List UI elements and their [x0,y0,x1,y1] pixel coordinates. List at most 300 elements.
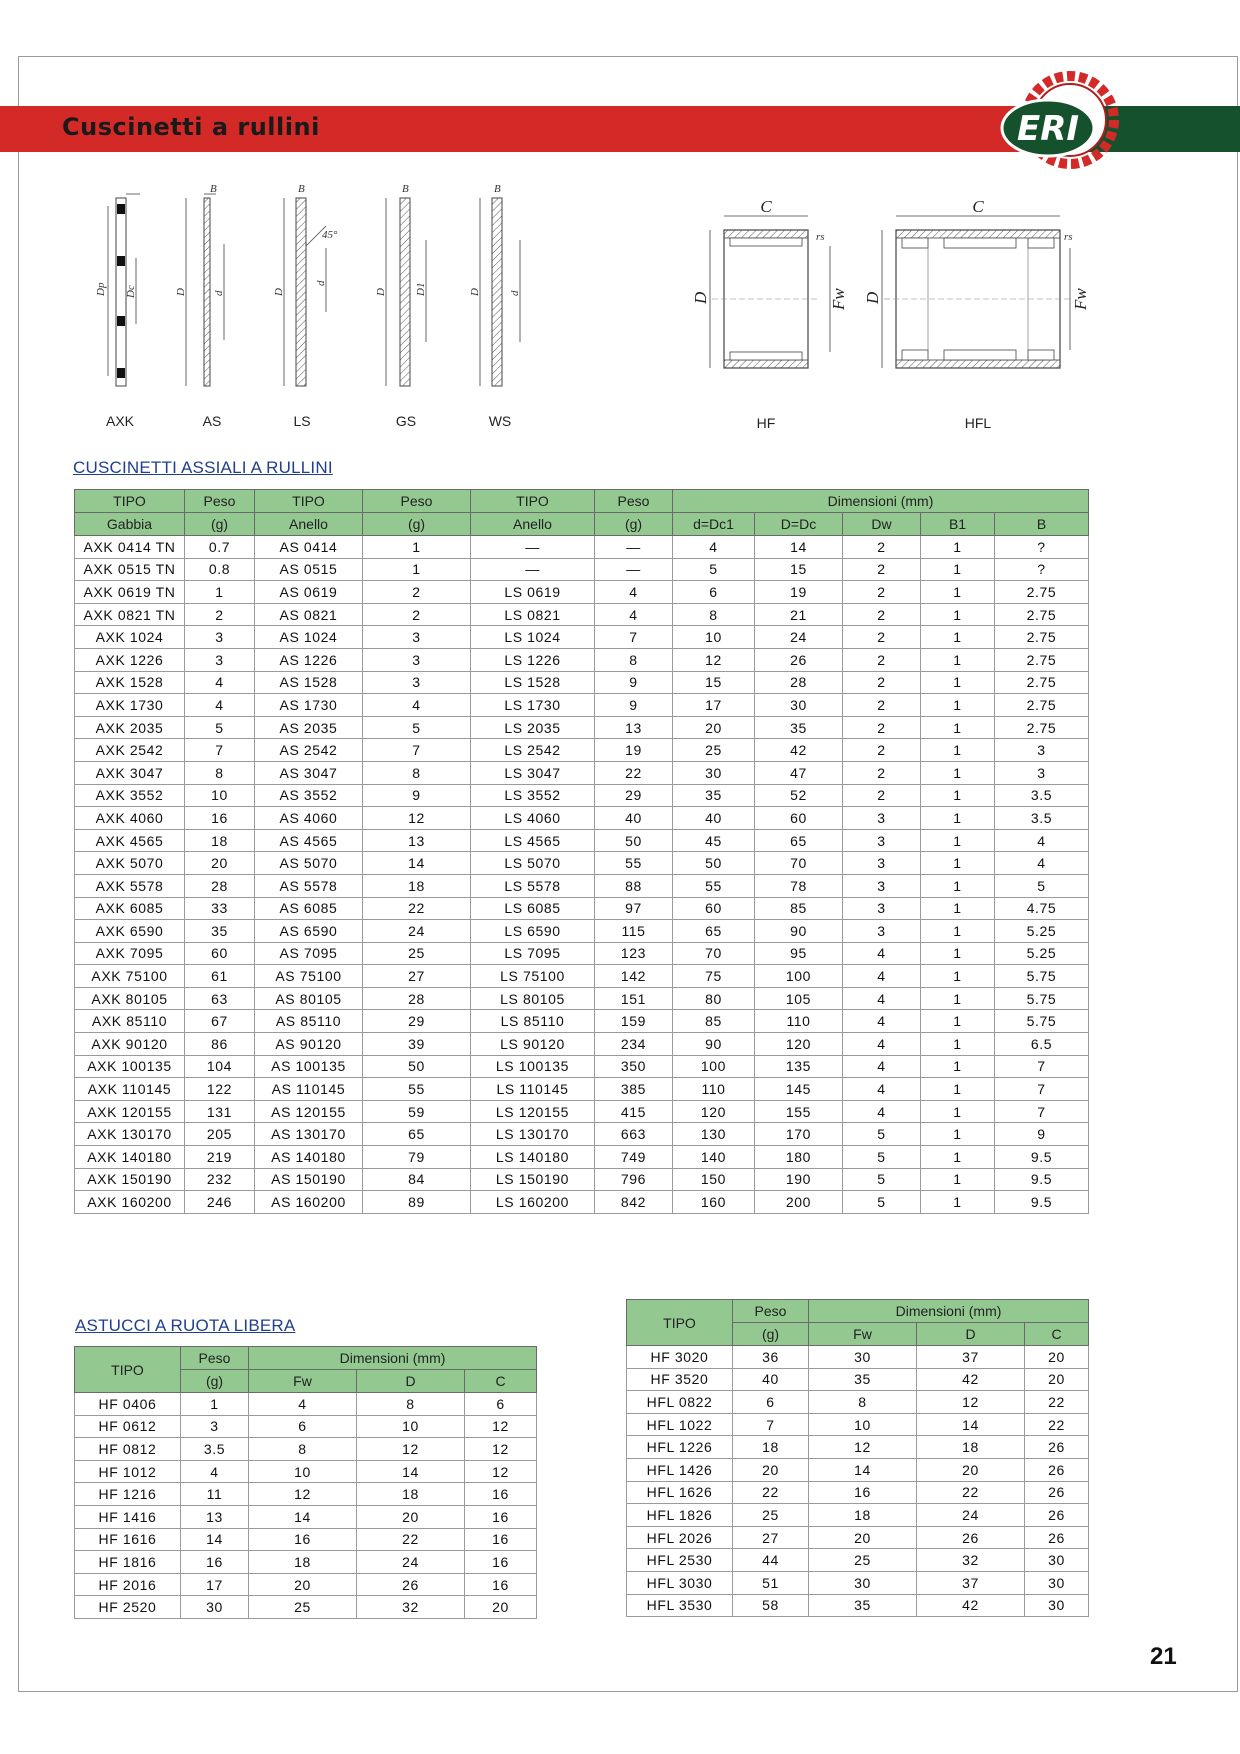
table-cell: AS 1730 [255,694,363,717]
table-cell: 30 [809,1571,917,1594]
table1-header-bottom [75,513,1089,536]
table-cell: LS 5578 [471,874,595,897]
table-cell: 3 [363,671,471,694]
table-cell: 20 [1025,1368,1089,1391]
table-cell: 12 [249,1483,357,1506]
table-cell: HFL 1626 [627,1481,733,1504]
bearing-diagrams [95,183,1110,436]
table-cell: 3 [995,761,1089,784]
table-cell: 14 [181,1528,249,1551]
table-cell: 89 [363,1191,471,1214]
table1-header-cell: Anello [255,513,363,536]
table-cell: AS 4565 [255,829,363,852]
table-row [75,581,1089,604]
table-cell: AXK 0414 TN [75,536,185,559]
table-cell: 1 [181,1393,249,1416]
table-cell: 2 [843,536,921,559]
table-cell: 32 [917,1549,1025,1572]
table-cell: 14 [809,1458,917,1481]
table-cell: 26 [1025,1526,1089,1549]
table-row [75,897,1089,920]
table-cell: AXK 130170 [75,1123,185,1146]
table-row [75,536,1089,559]
table-cell: AS 6590 [255,920,363,943]
table-cell: 1 [921,626,995,649]
table-cell: 8 [673,603,755,626]
table-cell: 6.5 [995,1033,1089,1056]
table-cell: 8 [185,761,255,784]
table-cell: 7 [995,1055,1089,1078]
table-cell: 45 [673,829,755,852]
table-cell: 122 [185,1078,255,1101]
table-cell: 4 [995,829,1089,852]
table2-header-cell: C [465,1370,537,1393]
table-cell: 663 [595,1123,673,1146]
table-cell: 2 [843,648,921,671]
gs-dim-d1: D1 [415,282,427,296]
table-row [627,1368,1089,1391]
table-cell: AS 5070 [255,852,363,875]
table-cell: 4 [995,852,1089,875]
table-cell: 7 [995,1100,1089,1123]
table-row [75,626,1089,649]
table-cell: 385 [595,1078,673,1101]
table-cell: AXK 6590 [75,920,185,943]
table-cell: LS 1730 [471,694,595,717]
table-cell: AS 90120 [255,1033,363,1056]
table-cell: 2 [843,581,921,604]
table-cell: 20 [1025,1346,1089,1369]
table1-header-cell: TIPO [75,490,185,513]
table-cell: 12 [465,1438,537,1461]
table-cell: 12 [917,1391,1025,1414]
table-cell: 16 [465,1573,537,1596]
table-cell: 24 [917,1504,1025,1527]
table-cell: 4 [363,694,471,717]
table-cell: AS 1024 [255,626,363,649]
table-cell: 1 [921,603,995,626]
table-cell: AS 80105 [255,987,363,1010]
table-cell: AS 3047 [255,761,363,784]
table-cell: AXK 2542 [75,739,185,762]
table-cell: 16 [465,1483,537,1506]
hf-dim-c: C [760,197,772,216]
table-cell: 2.75 [995,603,1089,626]
table-cell: 2 [363,581,471,604]
table-cell: LS 2035 [471,716,595,739]
table-cell: 18 [249,1551,357,1574]
table-cell: 2.75 [995,694,1089,717]
axk-dim-dc: Dc [125,285,137,298]
table-cell: 28 [185,874,255,897]
table-cell: 2 [843,671,921,694]
table-cell: 20 [917,1458,1025,1481]
table-cell: HF 3020 [627,1346,733,1369]
page-number: 21 [1150,1643,1177,1670]
table-cell: 232 [185,1168,255,1191]
table-row [75,1393,537,1416]
table-cell: 14 [357,1460,465,1483]
table-cell: 58 [733,1594,809,1617]
table-cell: LS 3047 [471,761,595,784]
table-cell: 1 [921,671,995,694]
table-cell: 4 [249,1393,357,1416]
table-cell: 9.5 [995,1191,1089,1214]
table-cell: 1 [921,1123,995,1146]
table-cell: 100 [755,965,843,988]
table-cell: 5 [843,1168,921,1191]
table-cell: 22 [1025,1391,1089,1414]
table-cell: 4 [843,942,921,965]
table-cell: 26 [917,1526,1025,1549]
table-cell: 4 [673,536,755,559]
table-cell: AXK 4060 [75,807,185,830]
table-cell: 12 [357,1438,465,1461]
table-row [75,1438,537,1461]
table2-header-cell: D [357,1370,465,1393]
table3-header-tipo: TIPO [627,1300,733,1346]
table-cell: 5 [843,1191,921,1214]
table1-header-cell: (g) [595,513,673,536]
table3-header-cell: C [1025,1323,1089,1346]
table-cell: 7 [995,1078,1089,1101]
table-cell: 25 [733,1504,809,1527]
table-cell: 42 [755,739,843,762]
table-cell: 0.8 [185,558,255,581]
table-cell: 16 [249,1528,357,1551]
table-cell: 3 [843,897,921,920]
table-cell: 22 [1025,1413,1089,1436]
table-cell: 15 [755,558,843,581]
table-cell: AXK 4565 [75,829,185,852]
table-cell: 7 [363,739,471,762]
table-cell: 123 [595,942,673,965]
table-cell: 246 [185,1191,255,1214]
ws-label: WS [488,413,512,429]
table-cell: AS 75100 [255,965,363,988]
table-cell: 29 [595,784,673,807]
table-cell: AXK 100135 [75,1055,185,1078]
table-cell: 2.75 [995,626,1089,649]
table-cell: AXK 150190 [75,1168,185,1191]
table-cell: — [595,536,673,559]
table-cell: 27 [733,1526,809,1549]
table-cell: 47 [755,761,843,784]
table2-header-dimensions: Dimensioni (mm) [249,1347,537,1370]
table-cell: 1 [921,1100,995,1123]
table-cell: LS 0821 [471,603,595,626]
table-cell: 2 [843,761,921,784]
table-cell: 97 [595,897,673,920]
table-cell: 78 [755,874,843,897]
table-cell: LS 140180 [471,1146,595,1169]
table-cell: AS 2542 [255,739,363,762]
table-cell: AXK 3552 [75,784,185,807]
table-row [75,1100,1089,1123]
table-cell: 65 [755,829,843,852]
table-cell: HFL 1226 [627,1436,733,1459]
table2-header-cell: Peso [181,1347,249,1370]
table-cell: 7 [185,739,255,762]
table-cell: HF 1416 [75,1505,181,1528]
table-cell: 1 [921,1191,995,1214]
table-cell: 1 [921,852,995,875]
ls-dim-d: D [273,288,285,296]
table-cell: 1 [921,761,995,784]
table-cell: 1 [921,897,995,920]
table-cell: AS 5578 [255,874,363,897]
table-row [75,1146,1089,1169]
table2-title: ASTUCCI A RUOTA LIBERA [75,1316,296,1335]
table-cell: 4 [595,581,673,604]
table-cell: — [595,558,673,581]
table-cell: 28 [363,987,471,1010]
table-cell: 1 [921,784,995,807]
ws-drawing [469,183,521,429]
table-cell: 1 [363,536,471,559]
ws-dim-d1: d [509,290,521,296]
table-cell: 2 [185,603,255,626]
table-cell: 7 [733,1413,809,1436]
table-row [75,671,1089,694]
table-cell: AXK 110145 [75,1078,185,1101]
table-cell: 50 [673,852,755,875]
table-cell: 10 [673,626,755,649]
table-cell: 150 [673,1168,755,1191]
table-cell: 12 [809,1436,917,1459]
table-cell: 40 [733,1368,809,1391]
table-cell: 5 [673,558,755,581]
table-cell: LS 0619 [471,581,595,604]
table-row [627,1346,1089,1369]
table-row [75,603,1089,626]
table-cell: 40 [673,807,755,830]
table-cell: 35 [185,920,255,943]
table-cell: 1 [921,1078,995,1101]
table1-header-dimensions: Dimensioni (mm) [673,490,1089,513]
table-cell: 86 [185,1033,255,1056]
table-cell: 25 [809,1549,917,1572]
table-cell: 3.5 [995,784,1089,807]
as-dim-d: D [175,288,187,296]
hf-dim-r: rs [816,231,825,243]
table-cell: 88 [595,874,673,897]
table-cell: AXK 90120 [75,1033,185,1056]
table-cell: AS 3552 [255,784,363,807]
table-row [627,1571,1089,1594]
table-cell: 95 [755,942,843,965]
table-cell: AXK 1226 [75,648,185,671]
table-cell: 35 [673,784,755,807]
table-cell: AS 1226 [255,648,363,671]
table-cell: 3 [181,1415,249,1438]
table-cell: AS 4060 [255,807,363,830]
table-cell: 142 [595,965,673,988]
table-cell: LS 5070 [471,852,595,875]
table-cell: 2 [843,694,921,717]
table-cell: 8 [809,1391,917,1414]
table-cell: 4 [181,1460,249,1483]
table-cell: 842 [595,1191,673,1214]
table-cell: 12 [465,1415,537,1438]
table1-header-cell: (g) [185,513,255,536]
table-cell: 30 [1025,1594,1089,1617]
table-cell: 5.25 [995,920,1089,943]
table-row [627,1436,1089,1459]
table-cell: 50 [595,829,673,852]
table-cell: 1 [363,558,471,581]
table-cell: 20 [185,852,255,875]
axk-label: AXK [105,413,135,429]
table-cell: 32 [357,1596,465,1619]
table-cell: LS 160200 [471,1191,595,1214]
table-cell: HFL 3030 [627,1571,733,1594]
table-cell: 7 [595,626,673,649]
table-cell: 55 [363,1078,471,1101]
table-cell: 3 [185,648,255,671]
table-row [627,1391,1089,1414]
table-cell: 2.75 [995,581,1089,604]
table-cell: 120 [673,1100,755,1123]
table-cell: 12 [465,1460,537,1483]
table-cell: LS 4060 [471,807,595,830]
table-cell: HFL 1022 [627,1413,733,1436]
ls-label: LS [293,413,311,429]
table-row [627,1504,1089,1527]
table-cell: 25 [249,1596,357,1619]
table-cell: 39 [363,1033,471,1056]
table-cell: 13 [595,716,673,739]
table-cell: 0.7 [185,536,255,559]
table-cell: 1 [921,536,995,559]
page-title: Cuscinetti a rullini [62,113,320,141]
table-cell: 60 [673,897,755,920]
table-cell: 4 [843,987,921,1010]
table-cell: 205 [185,1123,255,1146]
table-cell: 28 [755,671,843,694]
table1-header-cell: B [995,513,1089,536]
table-cell: 9.5 [995,1168,1089,1191]
table-cell: 1 [921,807,995,830]
table-row [75,648,1089,671]
table-cell: — [471,536,595,559]
table-cell: 12 [673,648,755,671]
table-cell: 9 [595,694,673,717]
table-cell: AXK 2035 [75,716,185,739]
table-cell: 3 [843,852,921,875]
table-cell: 42 [917,1368,1025,1391]
table-cell: 2 [363,603,471,626]
table-cell: 14 [755,536,843,559]
table1-title: CUSCINETTI ASSIALI A RULLINI [73,458,333,477]
table-cell: 30 [755,694,843,717]
table-cell: 30 [673,761,755,784]
table-cell: AXK 6085 [75,897,185,920]
table-row [75,965,1089,988]
freewheel-table-right [626,1299,1089,1617]
table-cell: 85 [673,1010,755,1033]
table-cell: 4 [843,1055,921,1078]
table-cell: 200 [755,1191,843,1214]
table-cell: 51 [733,1571,809,1594]
table-cell: AS 120155 [255,1100,363,1123]
table-cell: 6 [465,1393,537,1416]
table-cell: ? [995,536,1089,559]
table-cell: 18 [917,1436,1025,1459]
table-row [75,807,1089,830]
table-cell: HF 1012 [75,1460,181,1483]
table-cell: 42 [917,1594,1025,1617]
table3-header-cell: (g) [733,1323,809,1346]
table-cell: 60 [755,807,843,830]
table-cell: 79 [363,1146,471,1169]
gs-label: GS [395,413,417,429]
table-row [75,1483,537,1506]
table-cell: 16 [185,807,255,830]
table-cell: 30 [1025,1571,1089,1594]
table-cell: AXK 80105 [75,987,185,1010]
as-drawing [175,183,225,429]
table-cell: 70 [755,852,843,875]
table-cell: 1 [921,965,995,988]
table-cell: HF 0406 [75,1393,181,1416]
table-cell: 4 [185,694,255,717]
table-row [75,716,1089,739]
table-cell: 4 [185,671,255,694]
table-cell: LS 3552 [471,784,595,807]
table-cell: 5.25 [995,942,1089,965]
table-cell: 3.5 [995,807,1089,830]
table-row [75,1551,537,1574]
table1-header-cell: Dw [843,513,921,536]
hfl-dim-fw: Fw [1071,288,1090,310]
table-row [75,1505,537,1528]
hfl-drawing [863,197,1090,431]
table-cell: 24 [363,920,471,943]
table-cell: AS 0821 [255,603,363,626]
table-cell: LS 1226 [471,648,595,671]
table-row [75,1415,537,1438]
table-cell: 24 [755,626,843,649]
table-cell: 17 [181,1573,249,1596]
table-cell: 18 [733,1436,809,1459]
table1-header-cell: d=Dc1 [673,513,755,536]
table-row [75,920,1089,943]
table-cell: LS 4565 [471,829,595,852]
table-cell: 90 [673,1033,755,1056]
table-cell: 19 [595,739,673,762]
table-cell: 8 [363,761,471,784]
table-cell: 5 [185,716,255,739]
table-cell: 35 [755,716,843,739]
table-cell: 30 [1025,1549,1089,1572]
table-cell: 4 [843,1078,921,1101]
table-cell: AXK 140180 [75,1146,185,1169]
table-cell: 1 [921,648,995,671]
table3-header-cell: Fw [809,1323,917,1346]
table-cell: LS 100135 [471,1055,595,1078]
table-cell: 24 [357,1551,465,1574]
table-cell: 131 [185,1100,255,1123]
table-cell: 75 [673,965,755,988]
table-cell: AS 100135 [255,1055,363,1078]
table-cell: 110 [673,1078,755,1101]
table-row [75,558,1089,581]
table-cell: HFL 1826 [627,1504,733,1527]
table-cell: 17 [673,694,755,717]
table-cell: 4 [843,1010,921,1033]
table-cell: 59 [363,1100,471,1123]
